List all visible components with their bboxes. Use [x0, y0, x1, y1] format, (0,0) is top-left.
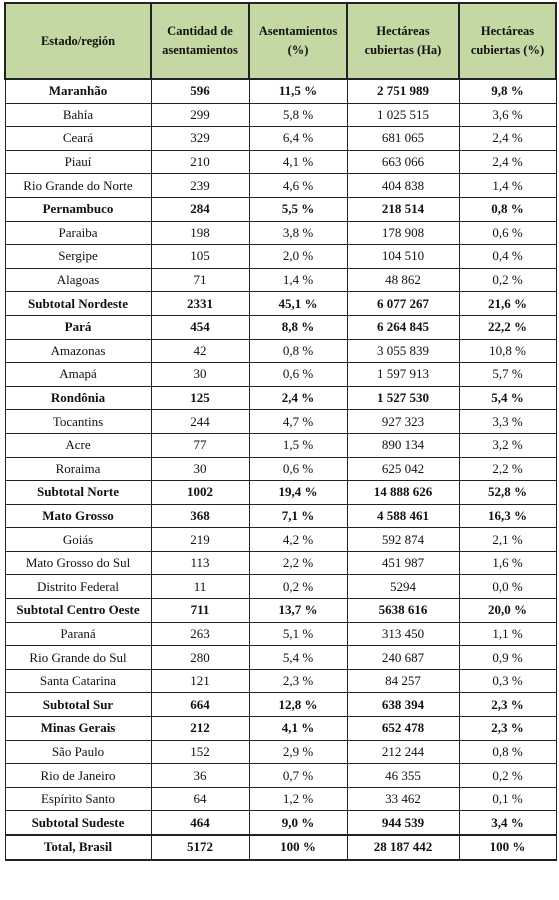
cell-cantidad: 42: [151, 339, 249, 363]
cell-estado: Subtotal Centro Oeste: [5, 599, 151, 623]
table-row: [5, 717, 556, 741]
cell-hectareas-pct: 3,2 %: [459, 433, 556, 457]
cell-cantidad: 244: [151, 410, 249, 434]
table-row: [5, 457, 556, 481]
cell-cantidad: 299: [151, 103, 249, 127]
cell-cantidad: 121: [151, 669, 249, 693]
cell-estado: Paraiba: [5, 221, 151, 245]
cell-hectareas-pct: 21,6 %: [459, 292, 556, 316]
table-row: [5, 528, 556, 552]
table-row: [5, 221, 556, 245]
cell-hectareas: 14 888 626: [347, 481, 459, 505]
cell-asentamientos-pct: 6,4 %: [249, 127, 347, 151]
cell-asentamientos-pct: 1,4 %: [249, 268, 347, 292]
cell-hectareas: 28 187 442: [347, 835, 459, 860]
cell-estado: Bahía: [5, 103, 151, 127]
cell-estado: Subtotal Sudeste: [5, 811, 151, 835]
cell-hectareas-pct: 0,4 %: [459, 245, 556, 269]
cell-asentamientos-pct: 3,8 %: [249, 221, 347, 245]
table-row: [5, 174, 556, 198]
cell-asentamientos-pct: 4,7 %: [249, 410, 347, 434]
cell-asentamientos-pct: 0,7 %: [249, 764, 347, 788]
cell-asentamientos-pct: 0,8 %: [249, 339, 347, 363]
table-row: [5, 292, 556, 316]
cell-hectareas-pct: 2,3 %: [459, 693, 556, 717]
cell-cantidad: 30: [151, 457, 249, 481]
cell-asentamientos-pct: 2,2 %: [249, 551, 347, 575]
cell-asentamientos-pct: 1,2 %: [249, 787, 347, 811]
cell-cantidad: 239: [151, 174, 249, 198]
table-row: [5, 575, 556, 599]
cell-hectareas: 46 355: [347, 764, 459, 788]
cell-hectareas-pct: 9,8 %: [459, 79, 556, 103]
cell-asentamientos-pct: 0,2 %: [249, 575, 347, 599]
cell-asentamientos-pct: 5,5 %: [249, 197, 347, 221]
cell-hectareas: 313 450: [347, 622, 459, 646]
cell-hectareas: 178 908: [347, 221, 459, 245]
table-row: [5, 693, 556, 717]
table-row: [5, 504, 556, 528]
cell-cantidad: 212: [151, 717, 249, 741]
header-cantidad: Cantidad de asentamientos: [151, 3, 249, 79]
cell-hectareas: 592 874: [347, 528, 459, 552]
cell-estado: Paraná: [5, 622, 151, 646]
cell-estado: Alagoas: [5, 268, 151, 292]
cell-hectareas-pct: 0,0 %: [459, 575, 556, 599]
cell-asentamientos-pct: 5,8 %: [249, 103, 347, 127]
cell-estado: Subtotal Nordeste: [5, 292, 151, 316]
cell-hectareas: 6 264 845: [347, 315, 459, 339]
cell-hectareas-pct: 0,1 %: [459, 787, 556, 811]
table-row: [5, 79, 556, 103]
cell-estado: Piauí: [5, 150, 151, 174]
cell-estado: Rondônia: [5, 386, 151, 410]
cell-hectareas: 681 065: [347, 127, 459, 151]
cell-hectareas-pct: 52,8 %: [459, 481, 556, 505]
cell-hectareas-pct: 16,3 %: [459, 504, 556, 528]
cell-estado: Distrito Federal: [5, 575, 151, 599]
cell-cantidad: 152: [151, 740, 249, 764]
cell-hectareas-pct: 1,6 %: [459, 551, 556, 575]
cell-asentamientos-pct: 0,6 %: [249, 457, 347, 481]
cell-hectareas-pct: 2,4 %: [459, 127, 556, 151]
cell-estado: Total, Brasil: [5, 835, 151, 860]
cell-cantidad: 263: [151, 622, 249, 646]
table-row: [5, 433, 556, 457]
cell-hectareas: 451 987: [347, 551, 459, 575]
cell-asentamientos-pct: 19,4 %: [249, 481, 347, 505]
cell-hectareas-pct: 1,1 %: [459, 622, 556, 646]
table-body: [5, 79, 556, 860]
cell-estado: Pará: [5, 315, 151, 339]
cell-asentamientos-pct: 5,1 %: [249, 622, 347, 646]
cell-asentamientos-pct: 2,9 %: [249, 740, 347, 764]
cell-hectareas: 5294: [347, 575, 459, 599]
table-row: [5, 622, 556, 646]
cell-asentamientos-pct: 4,1 %: [249, 717, 347, 741]
cell-estado: Rio Grande do Norte: [5, 174, 151, 198]
header-row: [5, 3, 556, 79]
table-row: [5, 669, 556, 693]
cell-asentamientos-pct: 1,5 %: [249, 433, 347, 457]
cell-estado: Maranhão: [5, 79, 151, 103]
cell-hectareas-pct: 100 %: [459, 835, 556, 860]
cell-asentamientos-pct: 13,7 %: [249, 599, 347, 623]
cell-asentamientos-pct: 2,3 %: [249, 669, 347, 693]
cell-cantidad: 64: [151, 787, 249, 811]
cell-hectareas: 218 514: [347, 197, 459, 221]
cell-hectareas: 212 244: [347, 740, 459, 764]
table-row: [5, 646, 556, 670]
cell-hectareas: 6 077 267: [347, 292, 459, 316]
cell-cantidad: 664: [151, 693, 249, 717]
cell-cantidad: 125: [151, 386, 249, 410]
cell-hectareas: 944 539: [347, 811, 459, 835]
cell-hectareas-pct: 0,2 %: [459, 268, 556, 292]
cell-hectareas: 927 323: [347, 410, 459, 434]
cell-hectareas-pct: 0,8 %: [459, 740, 556, 764]
cell-asentamientos-pct: 100 %: [249, 835, 347, 860]
header-hectareas-pct: Hectáreas cubiertas (%): [459, 3, 556, 79]
cell-hectareas-pct: 2,4 %: [459, 150, 556, 174]
cell-hectareas-pct: 3,6 %: [459, 103, 556, 127]
cell-asentamientos-pct: 7,1 %: [249, 504, 347, 528]
cell-estado: Pernambuco: [5, 197, 151, 221]
cell-hectareas-pct: 0,2 %: [459, 764, 556, 788]
header-hectareas: Hectáreas cubiertas (Ha): [347, 3, 459, 79]
cell-hectareas-pct: 5,7 %: [459, 363, 556, 387]
cell-hectareas: 48 862: [347, 268, 459, 292]
cell-hectareas: 2 751 989: [347, 79, 459, 103]
table-row: [5, 481, 556, 505]
cell-hectareas: 33 462: [347, 787, 459, 811]
cell-estado: Rio de Janeiro: [5, 764, 151, 788]
header-estado: Estado/región: [5, 3, 151, 79]
cell-estado: Mato Grosso do Sul: [5, 551, 151, 575]
cell-hectareas-pct: 3,3 %: [459, 410, 556, 434]
cell-hectareas: 638 394: [347, 693, 459, 717]
cell-cantidad: 1002: [151, 481, 249, 505]
table-row: [5, 811, 556, 835]
cell-asentamientos-pct: 2,4 %: [249, 386, 347, 410]
cell-estado: Ceará: [5, 127, 151, 151]
cell-hectareas-pct: 2,2 %: [459, 457, 556, 481]
cell-asentamientos-pct: 12,8 %: [249, 693, 347, 717]
cell-asentamientos-pct: 2,0 %: [249, 245, 347, 269]
cell-hectareas: 1 025 515: [347, 103, 459, 127]
table-row: [5, 103, 556, 127]
cell-asentamientos-pct: 9,0 %: [249, 811, 347, 835]
cell-cantidad: 210: [151, 150, 249, 174]
settlements-table: [4, 2, 557, 861]
cell-hectareas-pct: 0,3 %: [459, 669, 556, 693]
cell-hectareas: 240 687: [347, 646, 459, 670]
table-row: [5, 339, 556, 363]
table-row: [5, 410, 556, 434]
table-row: [5, 315, 556, 339]
cell-hectareas-pct: 5,4 %: [459, 386, 556, 410]
cell-cantidad: 596: [151, 79, 249, 103]
cell-estado: Mato Grosso: [5, 504, 151, 528]
cell-hectareas-pct: 22,2 %: [459, 315, 556, 339]
cell-asentamientos-pct: 45,1 %: [249, 292, 347, 316]
cell-asentamientos-pct: 0,6 %: [249, 363, 347, 387]
cell-estado: Amazonas: [5, 339, 151, 363]
cell-hectareas-pct: 3,4 %: [459, 811, 556, 835]
cell-cantidad: 219: [151, 528, 249, 552]
cell-asentamientos-pct: 5,4 %: [249, 646, 347, 670]
cell-hectareas: 104 510: [347, 245, 459, 269]
cell-estado: Roraima: [5, 457, 151, 481]
cell-hectareas-pct: 0,9 %: [459, 646, 556, 670]
cell-cantidad: 105: [151, 245, 249, 269]
cell-cantidad: 11: [151, 575, 249, 599]
cell-cantidad: 2331: [151, 292, 249, 316]
cell-estado: São Paulo: [5, 740, 151, 764]
cell-asentamientos-pct: 8,8 %: [249, 315, 347, 339]
table-row: [5, 764, 556, 788]
cell-estado: Acre: [5, 433, 151, 457]
cell-cantidad: 329: [151, 127, 249, 151]
cell-hectareas: 404 838: [347, 174, 459, 198]
cell-estado: Minas Gerais: [5, 717, 151, 741]
cell-hectareas: 4 588 461: [347, 504, 459, 528]
cell-cantidad: 71: [151, 268, 249, 292]
cell-cantidad: 464: [151, 811, 249, 835]
cell-cantidad: 30: [151, 363, 249, 387]
cell-hectareas-pct: 0,6 %: [459, 221, 556, 245]
table-header: [5, 3, 556, 79]
table-row: [5, 386, 556, 410]
cell-cantidad: 280: [151, 646, 249, 670]
header-asentamientos-pct: Asentamientos (%): [249, 3, 347, 79]
table-row: [5, 787, 556, 811]
cell-estado: Sergipe: [5, 245, 151, 269]
table-row: [5, 150, 556, 174]
cell-estado: Espírito Santo: [5, 787, 151, 811]
cell-cantidad: 198: [151, 221, 249, 245]
cell-cantidad: 77: [151, 433, 249, 457]
cell-cantidad: 36: [151, 764, 249, 788]
cell-hectareas: 5638 616: [347, 599, 459, 623]
cell-hectareas-pct: 0,8 %: [459, 197, 556, 221]
cell-asentamientos-pct: 4,1 %: [249, 150, 347, 174]
table-row: [5, 245, 556, 269]
cell-asentamientos-pct: 4,6 %: [249, 174, 347, 198]
cell-hectareas: 663 066: [347, 150, 459, 174]
cell-estado: Goiás: [5, 528, 151, 552]
table-row: [5, 599, 556, 623]
table-row: [5, 835, 556, 860]
cell-hectareas: 3 055 839: [347, 339, 459, 363]
cell-hectareas: 652 478: [347, 717, 459, 741]
cell-hectareas-pct: 20,0 %: [459, 599, 556, 623]
cell-estado: Santa Catarina: [5, 669, 151, 693]
cell-asentamientos-pct: 11,5 %: [249, 79, 347, 103]
cell-hectareas-pct: 1,4 %: [459, 174, 556, 198]
cell-hectareas: 625 042: [347, 457, 459, 481]
cell-hectareas: 1 597 913: [347, 363, 459, 387]
cell-hectareas-pct: 2,1 %: [459, 528, 556, 552]
cell-hectareas-pct: 10,8 %: [459, 339, 556, 363]
cell-hectareas-pct: 2,3 %: [459, 717, 556, 741]
table-row: [5, 740, 556, 764]
cell-estado: Tocantins: [5, 410, 151, 434]
table-row: [5, 268, 556, 292]
table-row: [5, 127, 556, 151]
cell-asentamientos-pct: 4,2 %: [249, 528, 347, 552]
cell-estado: Subtotal Norte: [5, 481, 151, 505]
cell-cantidad: 711: [151, 599, 249, 623]
table-row: [5, 363, 556, 387]
cell-estado: Subtotal Sur: [5, 693, 151, 717]
cell-hectareas: 1 527 530: [347, 386, 459, 410]
table-row: [5, 551, 556, 575]
cell-cantidad: 284: [151, 197, 249, 221]
cell-cantidad: 454: [151, 315, 249, 339]
cell-estado: Amapá: [5, 363, 151, 387]
cell-cantidad: 368: [151, 504, 249, 528]
cell-cantidad: 113: [151, 551, 249, 575]
cell-hectareas: 890 134: [347, 433, 459, 457]
table-row: [5, 197, 556, 221]
cell-hectareas: 84 257: [347, 669, 459, 693]
cell-cantidad: 5172: [151, 835, 249, 860]
cell-estado: Rio Grande do Sul: [5, 646, 151, 670]
